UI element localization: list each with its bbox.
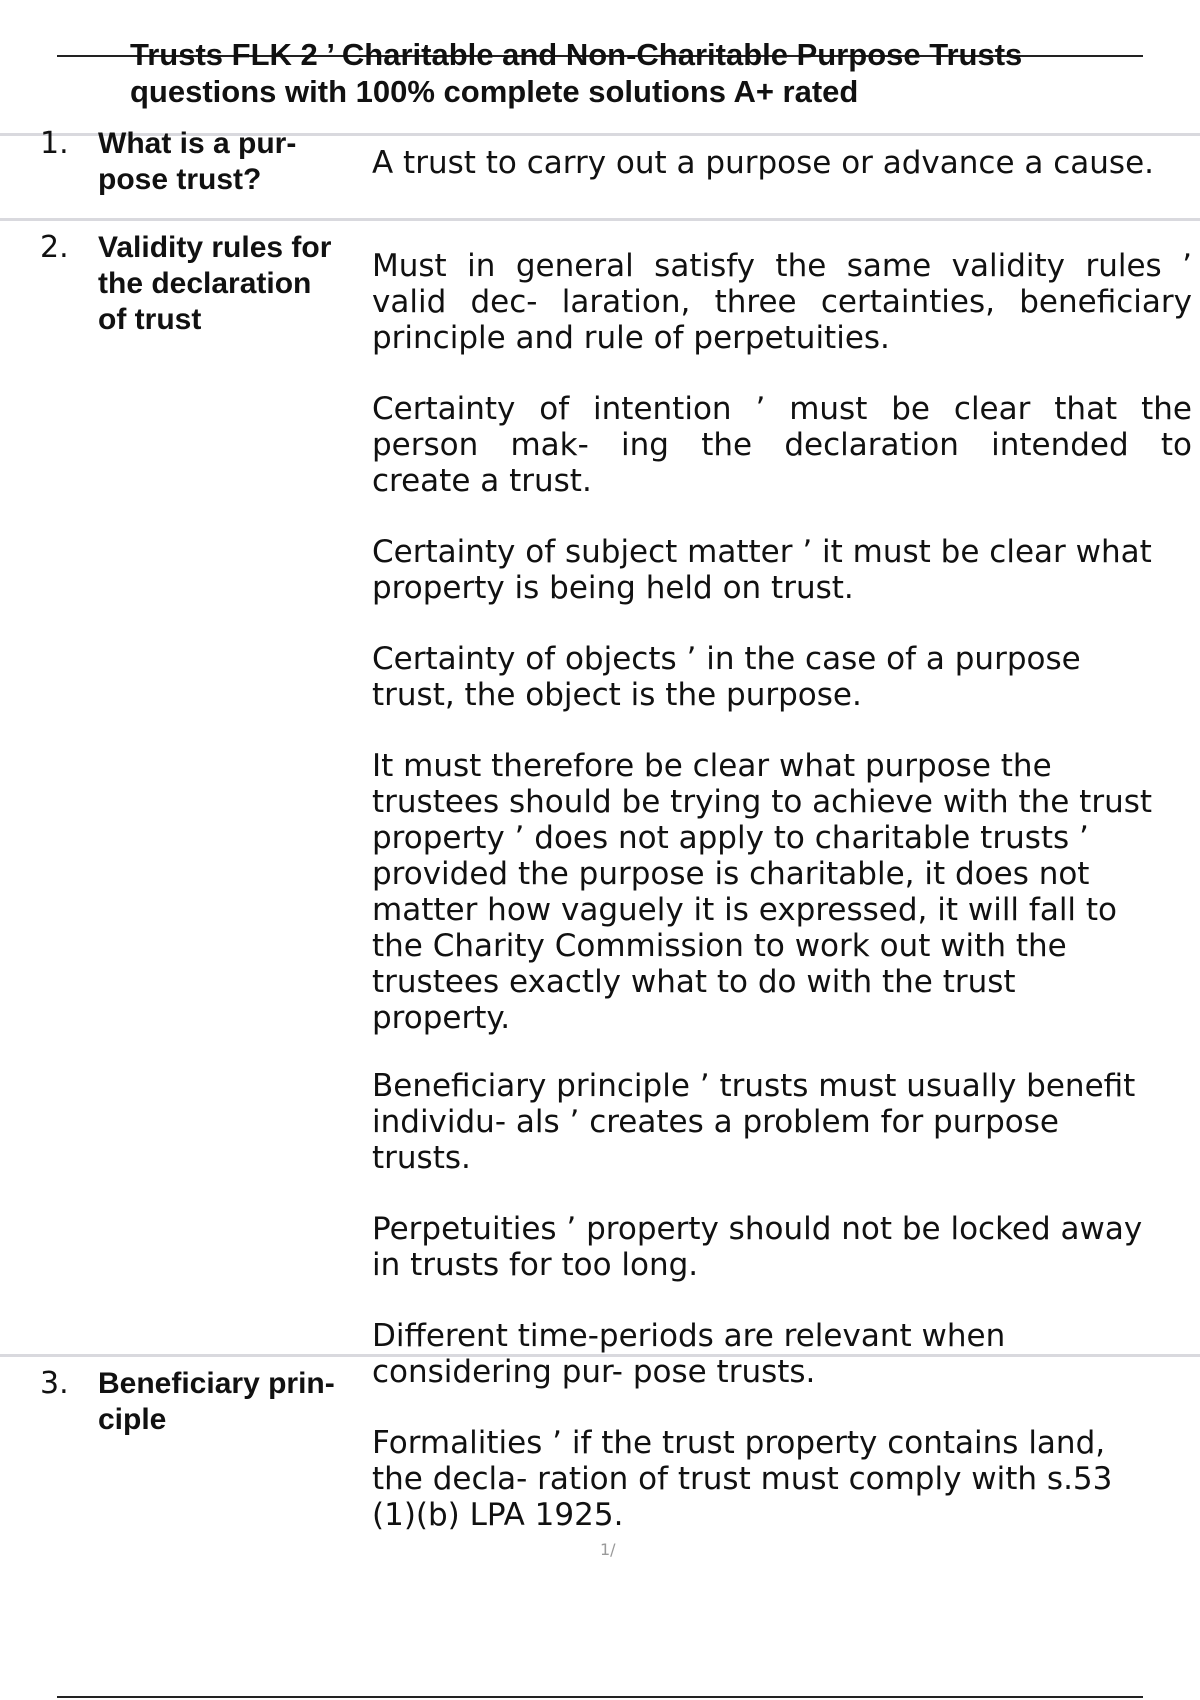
row-number: 1. [40,126,69,161]
answer-paragraph [372,1068,1192,1176]
question-line: ciple [98,1403,167,1436]
row-number: 2. [40,230,69,265]
row-number: 3. [40,1366,69,1401]
question-line: the declaration [98,267,312,300]
answer-paragraph [372,534,1192,606]
answer-line: Perpetuities ’ property should not be locked away [372,1211,1143,1247]
row-divider [0,218,1200,221]
answer-line: Certainty of subject matter ’ it must be clear what [372,534,1152,570]
title-line: Trusts FLK 2 ’ Charitable and Non-Charitable Purpose Trusts [130,37,1023,72]
answer-line: person mak- ing the declaration intended to [372,427,1192,463]
answer-line: Certainty of intention ’ must be clear that the [372,391,1192,427]
answer-line: principle and rule of perpetuities. [372,320,890,356]
answer-paragraph [372,248,1192,356]
question-line: of trust [98,303,202,336]
question-text [98,230,356,338]
answer-line: Must in general satisfy the same validity rules ’ [372,248,1192,284]
answer-line: trustees exactly what to do with the trust [372,964,1016,1000]
answer-paragraph [372,391,1192,499]
answer-paragraph [372,641,1192,713]
question-text [98,1366,356,1438]
answer-line: It must therefore be clear what purpose the [372,748,1052,784]
answer-line: the decla- ration of trust must comply with s.53 [372,1461,1113,1497]
answer-line: Formalities ’ if the trust property contains land, [372,1425,1106,1461]
answer-line: considering pur- pose trusts. [372,1354,816,1390]
question-text [98,126,356,198]
page-marker: 1/ [600,1540,616,1559]
answer-line: trustees should be trying to achieve with the trust [372,784,1153,820]
question-line: Beneficiary prin- [98,1367,335,1400]
answer-line: in trusts for too long. [372,1247,699,1283]
bottom-rule [57,1696,1143,1698]
answer-line: the Charity Commission to work out with the [372,928,1067,964]
answer-paragraph [372,1318,1192,1390]
answer-line: property is being held on trust. [372,570,854,606]
answer-paragraph [372,1211,1192,1283]
answer-line: provided the purpose is charitable, it does not [372,856,1090,892]
answer-line: property ’ does not apply to charitable trusts ’ [372,820,1089,856]
question-line: What is a pur- [98,127,297,160]
answer-line: valid dec- laration, three certainties, beneficiary [372,284,1192,320]
answer-paragraph [372,748,1192,1036]
question-line: pose trust? [98,163,262,196]
answer-line: trusts. [372,1140,471,1176]
question-line: Validity rules for [98,231,332,264]
answer-text [372,145,1192,181]
title-line: questions with 100% complete solutions A+ rated [130,74,859,109]
answer-line: Beneficiary principle ’ trusts must usually benefit [372,1068,1136,1104]
answer-paragraph [372,1425,1192,1533]
answer-line: individu- als ’ creates a problem for purpose [372,1104,1059,1140]
answer-line: create a trust. [372,463,592,499]
answer-line: (1)(b) LPA 1925. [372,1497,624,1533]
answer-line: Certainty of objects ’ in the case of a purpose [372,641,1081,677]
answer-line: A trust to carry out a purpose or advance a cause. [372,145,1155,181]
answer-line: matter how vaguely it is expressed, it will fall to [372,892,1118,928]
answer-line: property. [372,1000,511,1036]
answer-line: Different time-periods are relevant when [372,1318,1006,1354]
document-title [130,36,1130,110]
answer-line: trust, the object is the purpose. [372,677,862,713]
